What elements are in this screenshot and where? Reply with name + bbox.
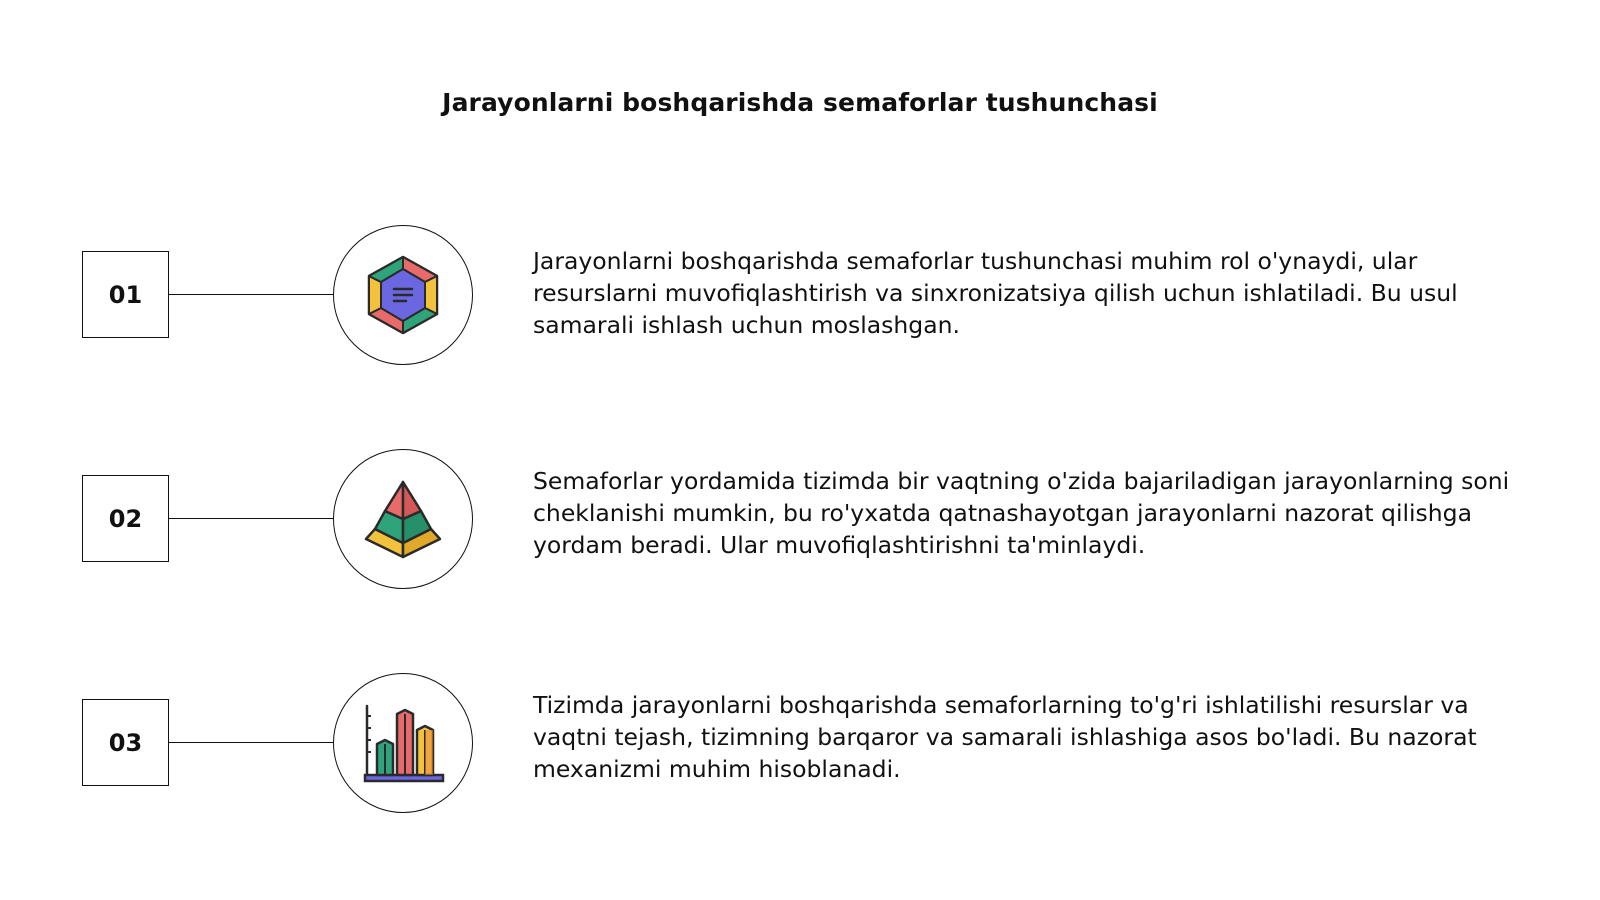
step-number: 03 bbox=[108, 728, 143, 757]
connector-line bbox=[169, 742, 334, 743]
bar-chart-icon bbox=[361, 702, 445, 784]
hexagon-document-icon bbox=[365, 254, 441, 336]
icon-circle bbox=[333, 673, 473, 813]
step-number: 01 bbox=[108, 280, 143, 309]
step-number-box bbox=[82, 251, 169, 338]
step-number-box bbox=[82, 699, 169, 786]
icon-circle bbox=[333, 225, 473, 365]
step-number-box bbox=[82, 475, 169, 562]
list-item bbox=[0, 225, 1600, 365]
list-item bbox=[0, 449, 1600, 589]
icon-circle bbox=[333, 449, 473, 589]
item-description: Jarayonlarni boshqarishda semaforlar tushunchasi muhim rol o'ynaydi, ular resurslarni muvofiqlashtirish va sinxronizatsiya qilish uchun ishlatiladi. Bu usul samarali ishlash uchun moslashgan. bbox=[533, 247, 1458, 339]
connector-line bbox=[169, 294, 334, 295]
item-description: Tizimda jarayonlarni boshqarishda semaforlarning to'g'ri ishlatilishi resurslar va vaqtni tejash, tizimning barqaror va samarali ishlashiga asos bo'ladi. Bu nazorat mexanizmi muhim hisoblanadi. bbox=[533, 691, 1477, 783]
list-item bbox=[0, 673, 1600, 813]
item-description: Semaforlar yordamida tizimda bir vaqtning o'zida bajariladigan jarayonlarning soni cheklanishi mumkin, bu ro'yxatda qatnashayotgan jarayonlarni nazorat qilishga yordam beradi. Ular muvofiqlashtirishni ta'minlaydi. bbox=[533, 467, 1510, 559]
page-title: Jarayonlarni boshqarishda semaforlar tushunchasi bbox=[442, 88, 1158, 117]
step-number: 02 bbox=[108, 504, 143, 533]
connector-line bbox=[169, 518, 334, 519]
pyramid-icon bbox=[362, 479, 444, 559]
